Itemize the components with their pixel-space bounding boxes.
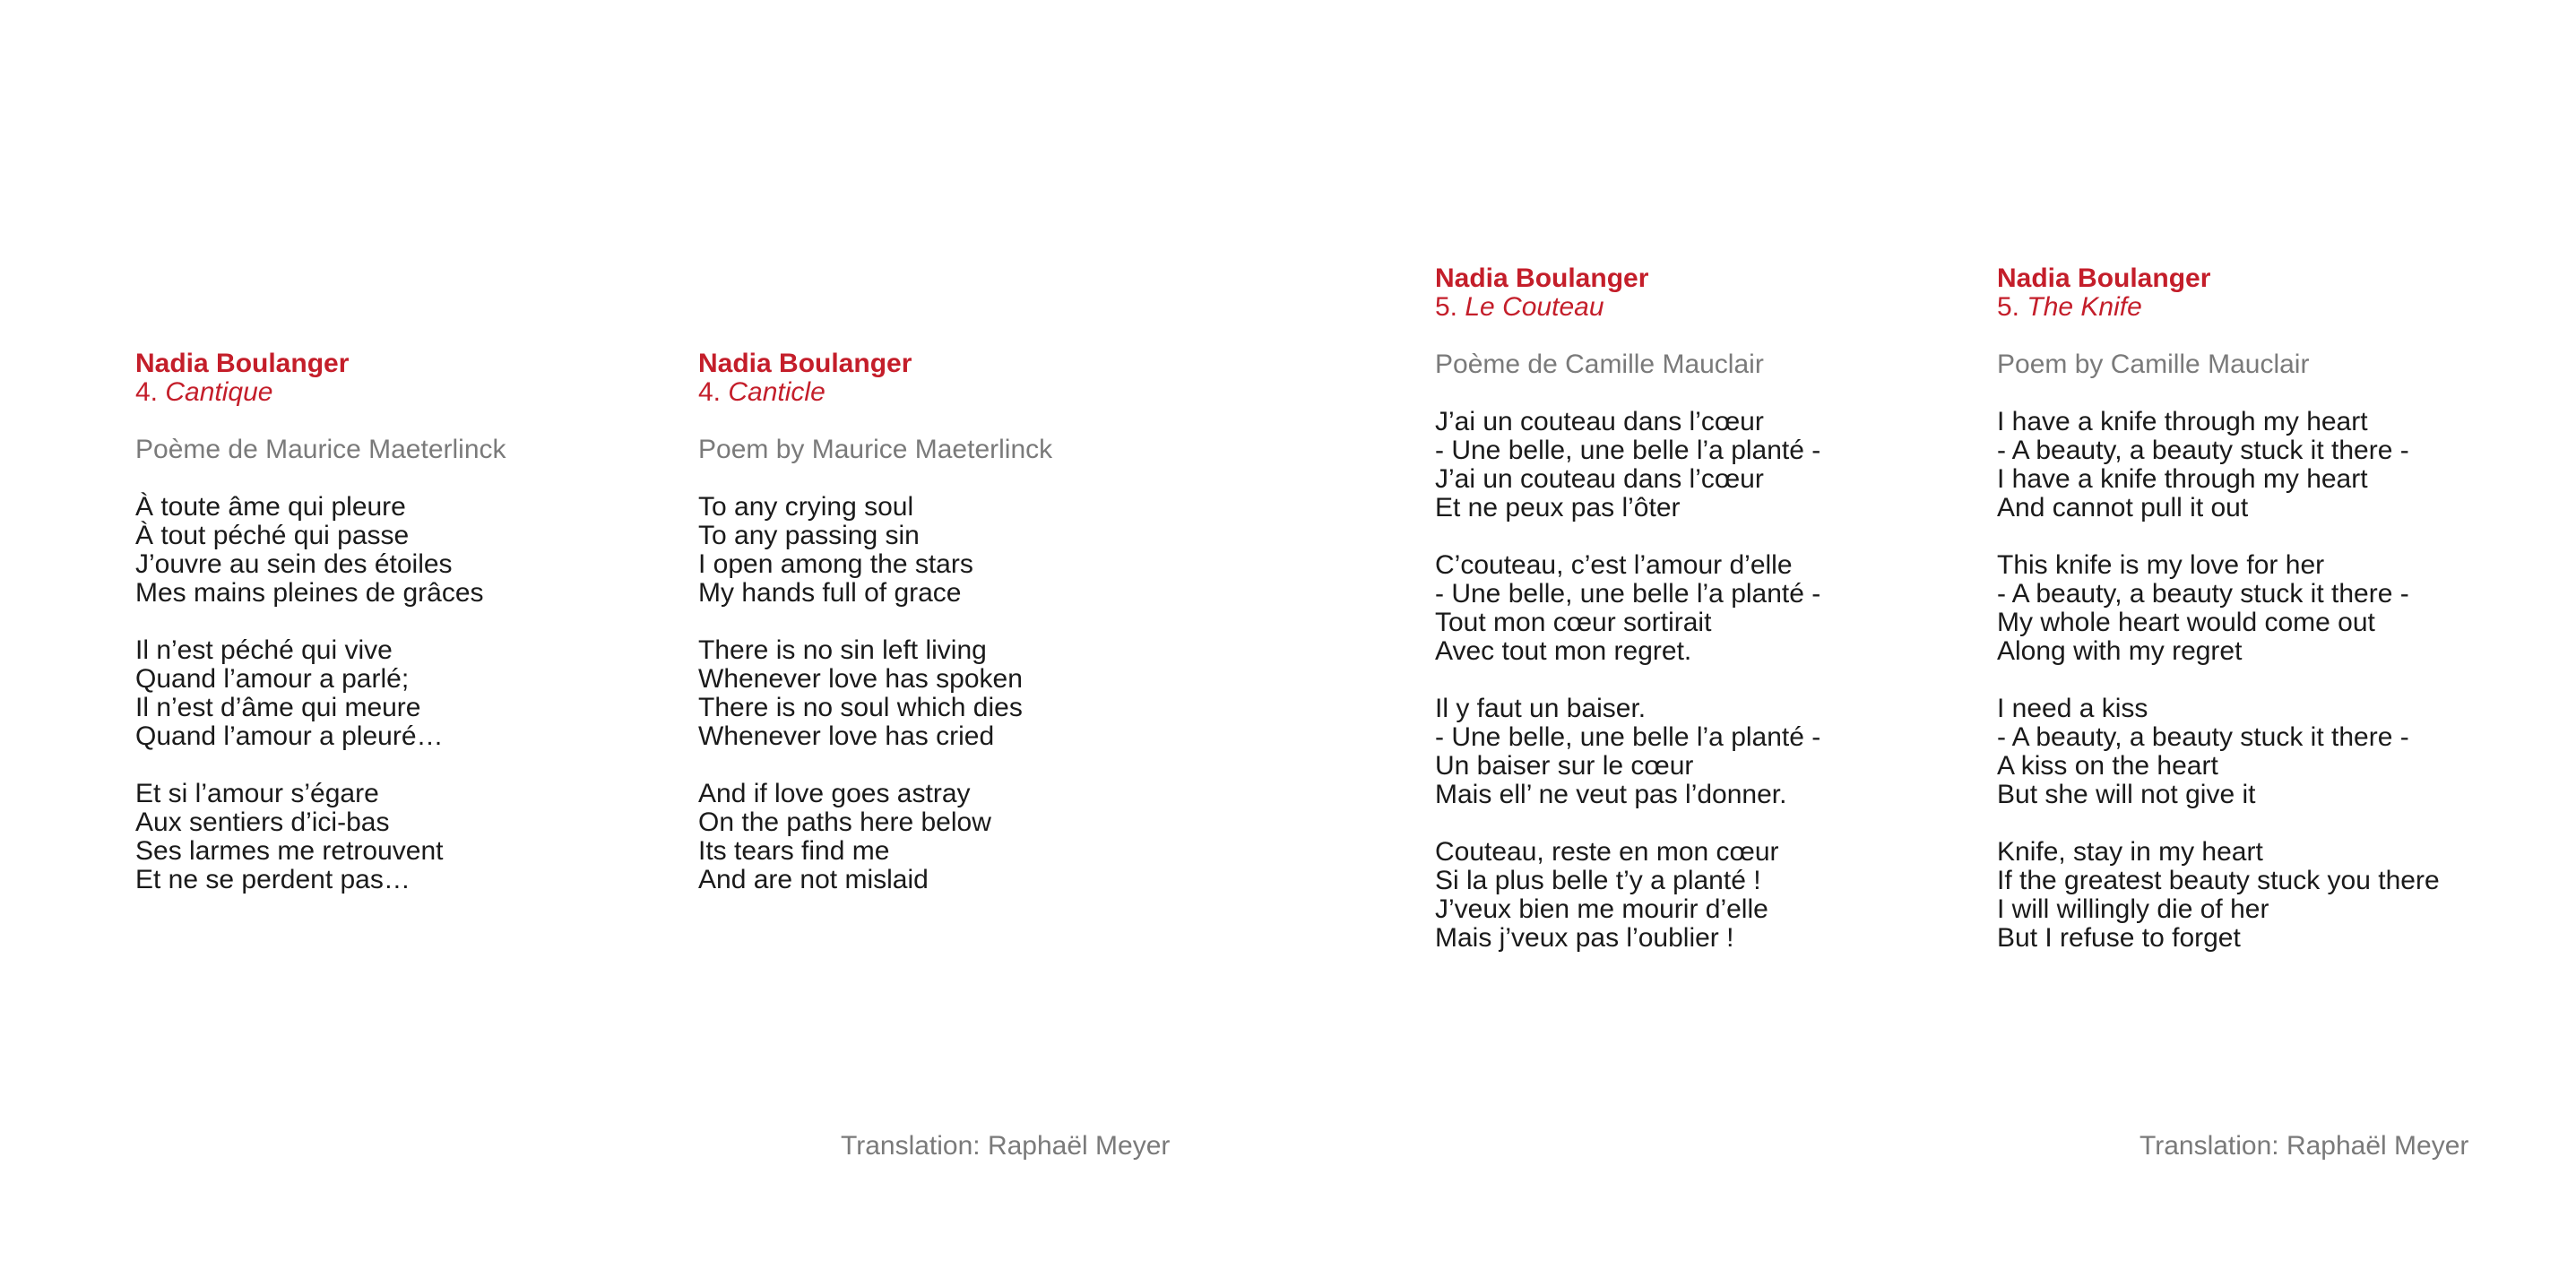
lyric-line: A kiss on the heart (1997, 751, 2218, 781)
lyric-line: J’ai un couteau dans l’cœur (1435, 407, 1764, 436)
composer-name: Nadia Boulanger (135, 349, 350, 378)
lyric-line: My whole heart would come out (1997, 608, 2375, 637)
lyric-line: Quand l’amour a pleuré… (135, 721, 444, 751)
lyric-line: Tout mon cœur sortirait (1435, 608, 1712, 637)
stanza (698, 780, 1236, 894)
song-name: Le Couteau (1465, 292, 1604, 322)
song-title (135, 378, 673, 407)
lyric-line: Quand l’amour a parlé; (135, 664, 410, 694)
lyric-line: On the paths here below (698, 807, 991, 837)
stanza (135, 780, 673, 894)
stanza (135, 493, 673, 608)
lyric-line: Along with my regret (1997, 636, 2243, 666)
lyric-line: I have a knife through my heart (1997, 464, 2368, 494)
composer-name: Nadia Boulanger (698, 349, 912, 378)
lyric-line: To any passing sin (698, 521, 920, 550)
lyric-line: - A beauty, a beauty stuck it there - (1997, 579, 2409, 609)
poet-credit: Poem by Maurice Maeterlinck (698, 435, 1053, 464)
lyric-line: There is no soul which dies (698, 693, 1023, 722)
lyric-line: But she will not give it (1997, 780, 2256, 809)
stanza (1997, 838, 2535, 953)
lyric-line: Mais j’veux pas l’oublier ! (1435, 923, 1734, 953)
poet-credit: Poem by Camille Mauclair (1997, 350, 2310, 379)
song-number: 5. (1435, 292, 1458, 322)
stanza (1435, 838, 1973, 953)
lyric-line: Knife, stay in my heart (1997, 837, 2263, 867)
lyric-line: And if love goes astray (698, 779, 971, 808)
lyric-line: To any crying soul (698, 492, 914, 522)
stanza (135, 636, 673, 751)
lyric-line: Il n’est péché qui vive (135, 635, 393, 665)
lyrics-column-cantique (135, 350, 673, 894)
stanza (698, 493, 1236, 608)
lyric-line: I will willingly die of her (1997, 894, 2269, 924)
lyric-line: - Une belle, une belle l’a planté - (1435, 722, 1821, 752)
song-title (1435, 293, 1973, 322)
lyric-line: And are not mislaid (698, 865, 929, 894)
lyric-line: - A beauty, a beauty stuck it there - (1997, 436, 2409, 465)
lyric-line: C’couteau, c’est l’amour d’elle (1435, 550, 1793, 580)
lyric-line: J’veux bien me mourir d’elle (1435, 894, 1768, 924)
song-name: The Knife (2027, 292, 2142, 322)
translation-credit: Translation: Raphaël Meyer (841, 1131, 1171, 1161)
lyrics-column-the-knife (1997, 264, 2535, 953)
lyric-line: But I refuse to forget (1997, 923, 2241, 953)
lyrics-column-le-couteau (1435, 264, 1973, 953)
song-number: 5. (1997, 292, 2020, 322)
lyric-line: À toute âme qui pleure (135, 492, 406, 522)
lyric-line: Mes mains pleines de grâces (135, 578, 484, 608)
lyric-line: My hands full of grace (698, 578, 962, 608)
song-title (1997, 293, 2535, 322)
lyric-line: Its tears find me (698, 836, 890, 866)
lyric-line: I have a knife through my heart (1997, 407, 2368, 436)
lyric-line: Il n’est d’âme qui meure (135, 693, 421, 722)
lyrics-column-canticle (698, 350, 1236, 894)
lyric-line: Un baiser sur le cœur (1435, 751, 1694, 781)
lyric-line: Si la plus belle t’y a planté ! (1435, 866, 1761, 895)
stanza (1435, 695, 1973, 809)
lyric-line: Whenever love has cried (698, 721, 995, 751)
lyric-line: Il y faut un baiser. (1435, 694, 1647, 723)
lyric-line: I open among the stars (698, 549, 973, 579)
poet-credit: Poème de Maurice Maeterlinck (135, 435, 506, 464)
song-title (698, 378, 1236, 407)
lyric-line: - Une belle, une belle l’a planté - (1435, 436, 1821, 465)
lyric-line: Whenever love has spoken (698, 664, 1023, 694)
song-number: 4. (698, 377, 722, 407)
lyric-line: If the greatest beauty stuck you there (1997, 866, 2440, 895)
lyric-line: - A beauty, a beauty stuck it there - (1997, 722, 2409, 752)
lyric-line: Et ne se perdent pas… (135, 865, 411, 894)
lyric-line: And cannot pull it out (1997, 493, 2249, 522)
lyric-line: J’ai un couteau dans l’cœur (1435, 464, 1764, 494)
stanza (1997, 551, 2535, 666)
song-name: Cantique (165, 377, 273, 407)
lyric-line: Et si l’amour s’égare (135, 779, 379, 808)
lyric-line: There is no sin left living (698, 635, 987, 665)
song-number: 4. (135, 377, 159, 407)
lyric-line: À tout péché qui passe (135, 521, 410, 550)
stanza (1435, 551, 1973, 666)
song-name: Canticle (728, 377, 826, 407)
stanza (698, 636, 1236, 751)
composer-name: Nadia Boulanger (1435, 263, 1649, 293)
stanza (1997, 408, 2535, 522)
lyric-line: Aux sentiers d’ici-bas (135, 807, 390, 837)
lyric-line: I need a kiss (1997, 694, 2148, 723)
composer-name: Nadia Boulanger (1997, 263, 2211, 293)
lyric-line: - Une belle, une belle l’a planté - (1435, 579, 1821, 609)
poet-credit: Poème de Camille Mauclair (1435, 350, 1764, 379)
stanza (1435, 408, 1973, 522)
stanza (1997, 695, 2535, 809)
lyric-line: Couteau, reste en mon cœur (1435, 837, 1779, 867)
lyric-line: Et ne peux pas l’ôter (1435, 493, 1681, 522)
lyric-line: Ses larmes me retrouvent (135, 836, 444, 866)
lyric-line: J’ouvre au sein des étoiles (135, 549, 453, 579)
translation-credit: Translation: Raphaël Meyer (2139, 1131, 2469, 1161)
lyric-line: Avec tout mon regret. (1435, 636, 1692, 666)
lyric-line: This knife is my love for her (1997, 550, 2325, 580)
lyric-line: Mais ell’ ne veut pas l’donner. (1435, 780, 1787, 809)
